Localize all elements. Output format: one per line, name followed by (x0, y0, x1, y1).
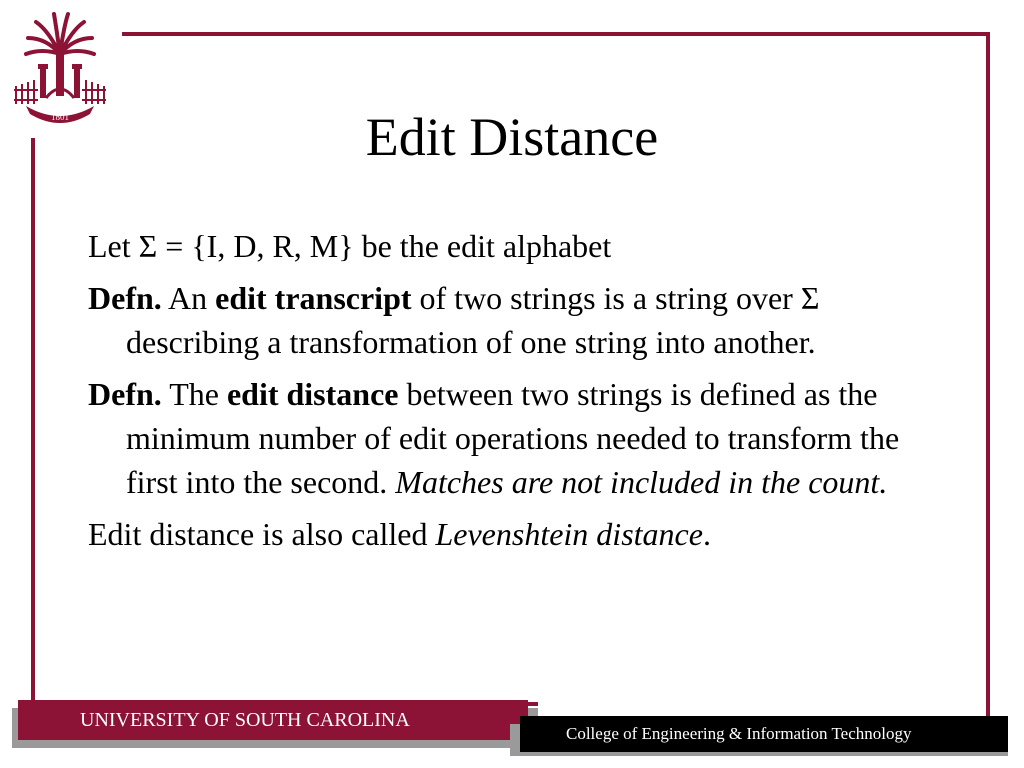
university-footer-bar (18, 700, 528, 740)
defn-term: edit distance (226, 376, 399, 412)
alphabet-text: Let Σ = {I, D, R, M} be the edit alphabet (88, 228, 612, 264)
definition-edit-transcript (88, 276, 908, 364)
levenshtein-pre-text: Edit distance is also called (88, 516, 436, 552)
defn-post-text: of two strings is a string over Σ describing a transformation of one string into another. (126, 280, 820, 360)
defn-label: Defn. (88, 280, 162, 316)
defn-term: edit transcript (215, 280, 412, 316)
frame-left-border (31, 138, 35, 702)
defn-pre-text: An (161, 280, 216, 316)
slide-title: Edit Distance (365, 107, 659, 167)
university-name: UNIVERSITY OF SOUTH CAROLINA (80, 709, 410, 731)
levenshtein-post-text: . (702, 516, 711, 552)
slide-body (88, 224, 908, 564)
alphabet-line (88, 224, 908, 268)
defn-label: Defn. (88, 376, 162, 412)
college-footer-bar (520, 716, 1008, 752)
frame-top-border (122, 32, 990, 36)
frame-bottom-segment (528, 702, 538, 706)
levenshtein-line (88, 512, 908, 556)
college-name: College of Engineering & Information Technology (566, 724, 912, 743)
logo-year-text: 1801 (51, 112, 69, 122)
levenshtein-term: Levenshtein distance (435, 516, 703, 552)
defn-italic-note: Matches are not included in the count. (395, 464, 888, 500)
defn-post-text: between two strings is defined as the minimum number of edit operations needed to transform the first into the second. (126, 376, 900, 500)
defn-pre-text: The (161, 376, 227, 412)
definition-edit-distance (88, 372, 908, 504)
